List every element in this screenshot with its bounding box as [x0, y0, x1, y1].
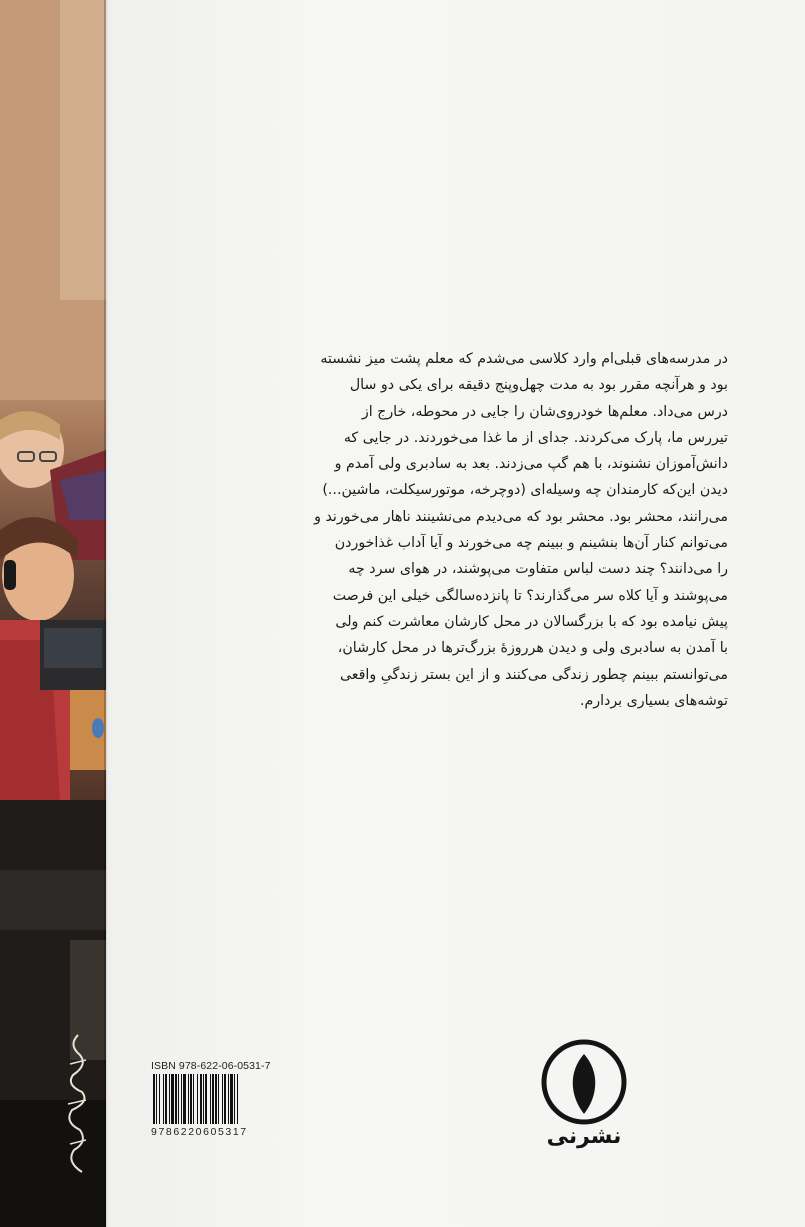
barcode-bar: [163, 1074, 164, 1124]
barcode-bar: [153, 1074, 155, 1124]
blurb-line: می‌رانند، محشر بود. محشر بود که می‌دیدم می‌نشینند ناهار می‌خورند و: [314, 508, 728, 525]
barcode-bar: [234, 1074, 235, 1124]
back-cover-blurb: [158, 346, 728, 714]
blurb-line: می‌توانم کنار آن‌ها بنشینم و ببینم چه می‌خورند و آیا آداب غذاخوردن: [334, 535, 728, 552]
barcode-bar: [210, 1074, 211, 1124]
blurb-line: پیش نیامده بود که با بزرگسالان در محل کارشان معاشرت کنم ولی: [335, 613, 728, 630]
barcode-bar: [237, 1074, 238, 1124]
blurb-line: را می‌دانند؟ چند دست لباس متفاوت می‌پوشند، در هوای سرد چه: [348, 561, 728, 578]
barcode-bar: [175, 1074, 177, 1124]
barcode-bar: [200, 1074, 202, 1124]
barcode-digits: 9786220605317: [151, 1126, 248, 1138]
isbn-label: ISBN 978-622-06-0531-7: [151, 1060, 271, 1072]
blurb-line: دیدن این‌که کارمندان چه وسیله‌ای (دوچرخه، موتورسیکلت، ماشین...): [322, 482, 728, 499]
barcode-bar: [193, 1074, 194, 1124]
isbn-barcode: [151, 1060, 279, 1142]
barcode-bar: [190, 1074, 192, 1124]
blurb-line: با آمدن به سادبری ولی و دیدن هرروزهٔ بزرگ‌ترها در محل کارشان،: [337, 640, 728, 657]
blurb-line: درس می‌داد. معلم‌ها خودروی‌شان را جایی در محوطه، خارج از: [361, 403, 728, 420]
barcode-bar: [178, 1074, 179, 1124]
blurb-line: توشه‌های بسیاری بردارم.: [579, 692, 728, 709]
barcode-bar: [165, 1074, 167, 1124]
blurb-line: بود و هرآنچه مقرر بود به مدت چهل‌وپنج دقیقه برای یکی دو سال: [349, 377, 728, 394]
blurb-line: دانش‌آموزان نشنوند، با هم گپ می‌زدند. بعد به سادبری ولی آمدم و: [334, 456, 728, 473]
artist-signature-icon: [58, 1030, 98, 1180]
barcode-bar: [181, 1074, 182, 1124]
barcode-bar: [222, 1074, 223, 1124]
barcode-bar: [228, 1074, 229, 1124]
barcode-bar: [205, 1074, 207, 1124]
barcode-bar: [203, 1074, 204, 1124]
publisher-name: نشرنی: [546, 1124, 622, 1149]
barcode-bar: [212, 1074, 214, 1124]
blurb-line: تیررس ما، پارک می‌کردند. جدای از ما غذا می‌خوردند. در جایی که: [343, 429, 728, 446]
barcode-bar: [159, 1074, 160, 1124]
barcode-bar: [188, 1074, 189, 1124]
barcode-bar: [156, 1074, 157, 1124]
blurb-line: در مدرسه‌های قبلی‌ام وارد کلاسی می‌شدم که معلم پشت میز نشسته: [320, 351, 728, 367]
barcode-bar: [171, 1074, 174, 1124]
barcode-bar: [183, 1074, 186, 1124]
barcode-bar: [215, 1074, 217, 1124]
barcode-bar: [224, 1074, 226, 1124]
spine-shadow: [104, 0, 108, 1227]
blurb-line: می‌پوشند و آیا کلاه سر می‌گذارند؟ تا پانزده‌سالگی خیلی این فرصت: [332, 587, 728, 604]
barcode-bar: [230, 1074, 233, 1124]
barcode-bar: [218, 1074, 219, 1124]
barcode-icon: [151, 1074, 279, 1126]
barcode-bar: [169, 1074, 170, 1124]
barcode-bar: [197, 1074, 198, 1124]
blurb-line: می‌توانستم ببینم چطور زندگی می‌کنند و از این بستر زندگیِ واقعی: [339, 666, 728, 683]
